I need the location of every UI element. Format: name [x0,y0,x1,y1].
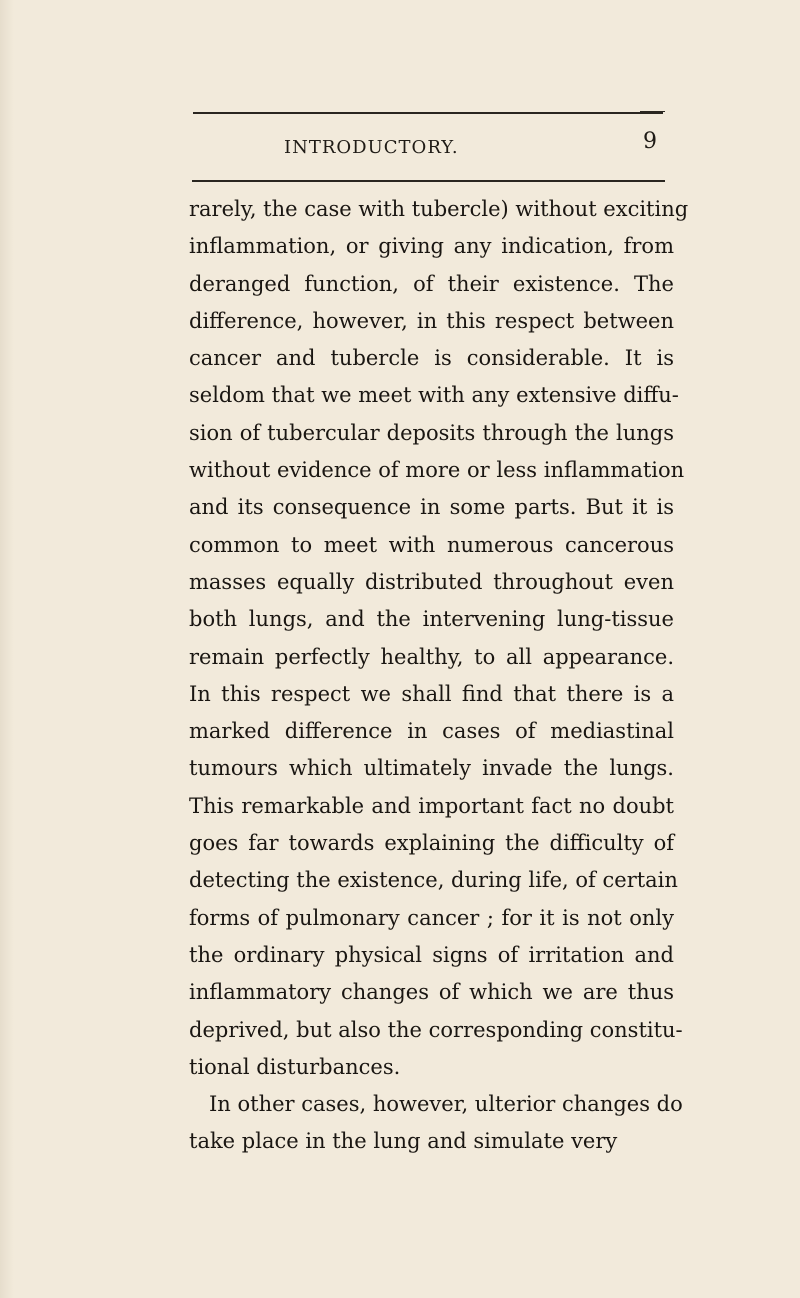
text-line: seldom that we meet with any extensive diffu- [189,383,679,408]
text-line: detecting the existence, during life, of certain [189,868,678,893]
text-line: inflammation, or giving any indication, from [189,234,674,259]
text-line: This remarkable and important fact no doubt [189,793,674,818]
text-line: cancer and tubercle is considerable. It is [189,346,674,371]
page-number: 9 [643,129,657,154]
text-line: forms of pulmonary cancer ; for it is not only [189,905,674,930]
text-line: without evidence of more or less inflammation [189,458,685,483]
text-line: goes far towards explaining the difficulty of [189,831,674,856]
text-line: take place in the lung and simulate very [189,1129,618,1154]
page-gutter-shadow [0,0,14,1298]
header-rule-bottom [192,180,665,182]
text-line: inflammatory changes of which we are thus [189,980,674,1005]
header-rule-top [193,112,663,114]
text-line: In other cases, however, ulterior changes do [209,1092,683,1117]
text-line: sion of tubercular deposits through the lungs [189,420,674,445]
text-line: both lungs, and the intervening lung-tissue [189,607,674,632]
text-line: common to meet with numerous cancerous [189,532,674,557]
text-line: the ordinary physical signs of irritation and [189,942,674,967]
body-text [189,191,689,1161]
text-line: deprived, but also the corresponding constitu- [189,1017,683,1042]
text-line: difference, however, in this respect between [189,308,674,333]
text-line: rarely, the case with tubercle) without exciting [189,197,689,221]
header-rule-top-tail [640,111,665,112]
text-line: tumours which ultimately invade the lungs. [189,756,674,781]
text-line: tional disturbances. [189,1054,401,1079]
running-head: INTRODUCTORY. [284,137,459,158]
text-line: deranged function, of their existence. The [189,271,674,296]
text-line: remain perfectly healthy, to all appearance. [189,644,674,669]
text-line: marked difference in cases of mediastinal [189,719,674,744]
text-line: and its consequence in some parts. But it is [189,495,674,520]
text-line: In this respect we shall find that there is a [189,681,674,706]
text-line: masses equally distributed throughout even [189,569,674,594]
